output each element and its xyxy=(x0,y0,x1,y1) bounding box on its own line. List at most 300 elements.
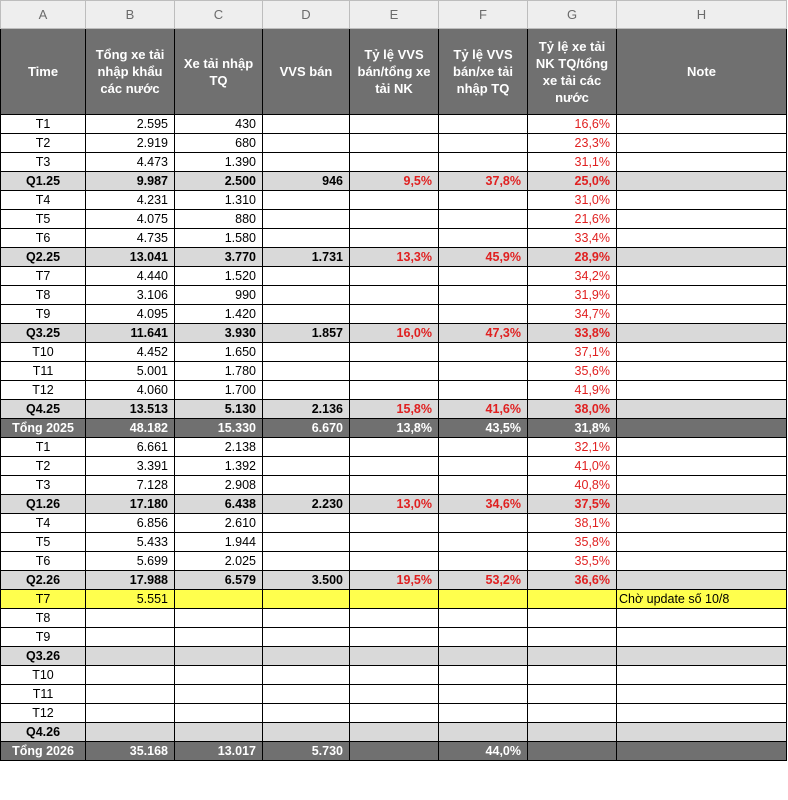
cell-vvs-sold[interactable] xyxy=(263,723,350,742)
cell-total-imports[interactable]: 5.551 xyxy=(86,590,175,609)
cell-note[interactable] xyxy=(617,115,787,134)
cell-vvs-vs-china[interactable] xyxy=(439,476,528,495)
cell-time[interactable]: T11 xyxy=(1,362,86,381)
header-vvs-vs-total[interactable]: Tỷ lệ VVS bán/tổng xe tải NK xyxy=(350,29,439,115)
cell-vvs-vs-total[interactable] xyxy=(350,153,439,172)
cell-time[interactable]: T8 xyxy=(1,286,86,305)
cell-china-imports[interactable]: 1.520 xyxy=(175,267,263,286)
cell-note[interactable] xyxy=(617,400,787,419)
cell-vvs-sold[interactable]: 1.731 xyxy=(263,248,350,267)
cell-total-imports[interactable]: 4.452 xyxy=(86,343,175,362)
quarter-row xyxy=(1,647,787,666)
cell-note[interactable] xyxy=(617,438,787,457)
cell-vvs-sold[interactable]: 2.136 xyxy=(263,400,350,419)
header-total-imports[interactable]: Tổng xe tải nhập khẩu các nước xyxy=(86,29,175,115)
cell-china-imports[interactable]: 880 xyxy=(175,210,263,229)
cell-china-imports[interactable] xyxy=(175,628,263,647)
cell-vvs-vs-total[interactable] xyxy=(350,362,439,381)
cell-vvs-vs-total[interactable] xyxy=(350,115,439,134)
column-letter-b[interactable]: B xyxy=(86,1,175,29)
cell-china-imports[interactable]: 5.130 xyxy=(175,400,263,419)
cell-vvs-sold[interactable] xyxy=(263,305,350,324)
cell-vvs-vs-china[interactable]: 37,8% xyxy=(439,172,528,191)
cell-china-share[interactable]: 31,1% xyxy=(528,153,617,172)
cell-china-imports[interactable]: 3.930 xyxy=(175,324,263,343)
cell-vvs-vs-china[interactable] xyxy=(439,343,528,362)
cell-china-share[interactable]: 41,9% xyxy=(528,381,617,400)
table-row xyxy=(1,438,787,457)
cell-vvs-vs-china[interactable] xyxy=(439,267,528,286)
cell-vvs-sold[interactable]: 5.730 xyxy=(263,742,350,761)
cell-total-imports[interactable] xyxy=(86,666,175,685)
cell-note[interactable] xyxy=(617,191,787,210)
cell-china-imports[interactable]: 2.610 xyxy=(175,514,263,533)
cell-vvs-sold[interactable] xyxy=(263,476,350,495)
cell-note[interactable] xyxy=(617,419,787,438)
cell-time[interactable]: T1 xyxy=(1,438,86,457)
cell-china-imports[interactable]: 2.138 xyxy=(175,438,263,457)
cell-china-share[interactable]: 33,4% xyxy=(528,229,617,248)
cell-total-imports[interactable]: 4.440 xyxy=(86,267,175,286)
header-china-share[interactable]: Tỷ lệ xe tải NK TQ/tổng xe tải các nước xyxy=(528,29,617,115)
cell-note[interactable] xyxy=(617,666,787,685)
cell-vvs-vs-total[interactable] xyxy=(350,742,439,761)
cell-time[interactable]: Q1.26 xyxy=(1,495,86,514)
cell-total-imports[interactable]: 3.106 xyxy=(86,286,175,305)
cell-total-imports[interactable]: 2.595 xyxy=(86,115,175,134)
cell-vvs-vs-china[interactable] xyxy=(439,666,528,685)
cell-total-imports[interactable]: 11.641 xyxy=(86,324,175,343)
column-letter-row xyxy=(1,1,787,29)
cell-total-imports[interactable] xyxy=(86,647,175,666)
cell-china-share[interactable]: 23,3% xyxy=(528,134,617,153)
cell-vvs-sold[interactable] xyxy=(263,438,350,457)
column-letter-h[interactable]: H xyxy=(617,1,787,29)
cell-vvs-vs-total[interactable]: 13,8% xyxy=(350,419,439,438)
cell-vvs-vs-china[interactable] xyxy=(439,115,528,134)
cell-vvs-sold[interactable] xyxy=(263,191,350,210)
cell-china-imports[interactable]: 13.017 xyxy=(175,742,263,761)
cell-time[interactable]: Q2.26 xyxy=(1,571,86,590)
cell-note[interactable] xyxy=(617,210,787,229)
cell-vvs-vs-china[interactable] xyxy=(439,457,528,476)
cell-time[interactable]: Q4.25 xyxy=(1,400,86,419)
quarter-row xyxy=(1,723,787,742)
cell-vvs-sold[interactable] xyxy=(263,590,350,609)
cell-note[interactable] xyxy=(617,248,787,267)
cell-vvs-vs-china[interactable] xyxy=(439,514,528,533)
cell-time[interactable]: T9 xyxy=(1,628,86,647)
cell-china-imports[interactable]: 430 xyxy=(175,115,263,134)
cell-china-imports[interactable]: 1.390 xyxy=(175,153,263,172)
cell-note[interactable] xyxy=(617,723,787,742)
cell-vvs-vs-china[interactable] xyxy=(439,628,528,647)
table-row xyxy=(1,552,787,571)
cell-note[interactable] xyxy=(617,229,787,248)
cell-vvs-vs-total[interactable] xyxy=(350,533,439,552)
cell-vvs-vs-china[interactable] xyxy=(439,134,528,153)
cell-vvs-vs-total[interactable] xyxy=(350,305,439,324)
cell-time[interactable]: T9 xyxy=(1,305,86,324)
header-china-imports[interactable]: Xe tải nhập TQ xyxy=(175,29,263,115)
cell-china-share[interactable]: 31,9% xyxy=(528,286,617,305)
cell-china-share[interactable]: 32,1% xyxy=(528,438,617,457)
cell-china-share[interactable] xyxy=(528,704,617,723)
cell-note[interactable] xyxy=(617,153,787,172)
cell-china-share[interactable]: 40,8% xyxy=(528,476,617,495)
cell-china-share[interactable] xyxy=(528,742,617,761)
cell-vvs-vs-total[interactable]: 13,0% xyxy=(350,495,439,514)
cell-china-share[interactable]: 21,6% xyxy=(528,210,617,229)
cell-total-imports[interactable]: 4.060 xyxy=(86,381,175,400)
cell-china-share[interactable]: 37,5% xyxy=(528,495,617,514)
cell-total-imports[interactable] xyxy=(86,628,175,647)
cell-vvs-sold[interactable] xyxy=(263,134,350,153)
cell-note[interactable] xyxy=(617,552,787,571)
cell-note[interactable] xyxy=(617,647,787,666)
cell-vvs-vs-total[interactable] xyxy=(350,628,439,647)
cell-china-imports[interactable]: 1.310 xyxy=(175,191,263,210)
cell-time[interactable]: T4 xyxy=(1,514,86,533)
cell-china-imports[interactable]: 2.025 xyxy=(175,552,263,571)
cell-time[interactable]: T1 xyxy=(1,115,86,134)
cell-vvs-vs-total[interactable] xyxy=(350,381,439,400)
cell-china-share[interactable]: 38,0% xyxy=(528,400,617,419)
cell-total-imports[interactable]: 4.231 xyxy=(86,191,175,210)
cell-vvs-sold[interactable] xyxy=(263,552,350,571)
header-vvs-sold[interactable]: VVS bán xyxy=(263,29,350,115)
cell-china-share[interactable]: 35,5% xyxy=(528,552,617,571)
cell-vvs-sold[interactable] xyxy=(263,286,350,305)
cell-time[interactable]: T10 xyxy=(1,666,86,685)
cell-china-imports[interactable]: 1.650 xyxy=(175,343,263,362)
cell-vvs-sold[interactable] xyxy=(263,609,350,628)
cell-china-share[interactable]: 35,6% xyxy=(528,362,617,381)
cell-vvs-vs-china[interactable] xyxy=(439,533,528,552)
cell-vvs-vs-china[interactable] xyxy=(439,647,528,666)
cell-china-imports[interactable]: 1.780 xyxy=(175,362,263,381)
cell-note[interactable] xyxy=(617,134,787,153)
cell-vvs-sold[interactable] xyxy=(263,229,350,248)
cell-time[interactable]: T5 xyxy=(1,210,86,229)
cell-time[interactable]: Tổng 2025 xyxy=(1,419,86,438)
cell-china-imports[interactable]: 6.579 xyxy=(175,571,263,590)
cell-china-imports[interactable]: 680 xyxy=(175,134,263,153)
cell-vvs-sold[interactable] xyxy=(263,533,350,552)
cell-total-imports[interactable] xyxy=(86,685,175,704)
cell-total-imports[interactable]: 4.075 xyxy=(86,210,175,229)
cell-vvs-vs-total[interactable] xyxy=(350,704,439,723)
cell-vvs-sold[interactable] xyxy=(263,362,350,381)
cell-total-imports[interactable] xyxy=(86,609,175,628)
cell-vvs-vs-total[interactable] xyxy=(350,210,439,229)
cell-vvs-vs-total[interactable] xyxy=(350,514,439,533)
table-row xyxy=(1,229,787,248)
cell-vvs-vs-china[interactable] xyxy=(439,305,528,324)
cell-vvs-vs-total[interactable]: 19,5% xyxy=(350,571,439,590)
cell-vvs-sold[interactable] xyxy=(263,666,350,685)
cell-china-imports[interactable] xyxy=(175,685,263,704)
cell-time[interactable]: Q3.26 xyxy=(1,647,86,666)
cell-total-imports[interactable]: 35.168 xyxy=(86,742,175,761)
cell-note[interactable] xyxy=(617,286,787,305)
cell-china-share[interactable]: 33,8% xyxy=(528,324,617,343)
cell-time[interactable]: T3 xyxy=(1,476,86,495)
table-row xyxy=(1,704,787,723)
cell-china-share[interactable]: 38,1% xyxy=(528,514,617,533)
cell-total-imports[interactable]: 2.919 xyxy=(86,134,175,153)
cell-time[interactable]: T10 xyxy=(1,343,86,362)
cell-vvs-vs-china[interactable] xyxy=(439,153,528,172)
quarter-row xyxy=(1,324,787,343)
cell-vvs-vs-china[interactable] xyxy=(439,590,528,609)
cell-time[interactable]: T8 xyxy=(1,609,86,628)
cell-total-imports[interactable]: 4.735 xyxy=(86,229,175,248)
cell-vvs-sold[interactable] xyxy=(263,647,350,666)
cell-vvs-vs-total[interactable] xyxy=(350,286,439,305)
cell-total-imports[interactable]: 4.095 xyxy=(86,305,175,324)
cell-total-imports[interactable] xyxy=(86,704,175,723)
cell-vvs-sold[interactable] xyxy=(263,704,350,723)
cell-vvs-vs-china[interactable]: 44,0% xyxy=(439,742,528,761)
column-letter-a[interactable]: A xyxy=(1,1,86,29)
cell-vvs-vs-china[interactable] xyxy=(439,210,528,229)
cell-total-imports[interactable]: 3.391 xyxy=(86,457,175,476)
cell-vvs-vs-total[interactable] xyxy=(350,666,439,685)
cell-note[interactable] xyxy=(617,495,787,514)
cell-note[interactable] xyxy=(617,362,787,381)
cell-vvs-sold[interactable]: 6.670 xyxy=(263,419,350,438)
cell-total-imports[interactable]: 5.699 xyxy=(86,552,175,571)
cell-time[interactable]: Q1.25 xyxy=(1,172,86,191)
cell-time[interactable]: Q3.25 xyxy=(1,324,86,343)
cell-vvs-sold[interactable] xyxy=(263,457,350,476)
cell-china-share[interactable]: 35,8% xyxy=(528,533,617,552)
header-vvs-vs-china[interactable]: Tỷ lệ VVS bán/xe tải nhập TQ xyxy=(439,29,528,115)
cell-china-imports[interactable]: 1.392 xyxy=(175,457,263,476)
cell-vvs-vs-china[interactable] xyxy=(439,362,528,381)
header-time[interactable]: Time xyxy=(1,29,86,115)
cell-time[interactable]: T2 xyxy=(1,134,86,153)
cell-china-share[interactable]: 16,6% xyxy=(528,115,617,134)
table-row xyxy=(1,381,787,400)
cell-vvs-vs-china[interactable] xyxy=(439,723,528,742)
cell-china-share[interactable] xyxy=(528,609,617,628)
cell-note[interactable] xyxy=(617,324,787,343)
cell-vvs-vs-total[interactable]: 15,8% xyxy=(350,400,439,419)
cell-vvs-vs-total[interactable] xyxy=(350,552,439,571)
cell-china-imports[interactable]: 990 xyxy=(175,286,263,305)
cell-vvs-sold[interactable] xyxy=(263,267,350,286)
column-letter-d[interactable]: D xyxy=(263,1,350,29)
cell-china-imports[interactable]: 1.420 xyxy=(175,305,263,324)
cell-vvs-vs-total[interactable] xyxy=(350,685,439,704)
cell-vvs-sold[interactable] xyxy=(263,115,350,134)
cell-china-imports[interactable] xyxy=(175,609,263,628)
cell-china-share[interactable]: 34,2% xyxy=(528,267,617,286)
cell-time[interactable]: Q2.25 xyxy=(1,248,86,267)
cell-china-share[interactable]: 31,0% xyxy=(528,191,617,210)
cell-china-share[interactable] xyxy=(528,628,617,647)
cell-time[interactable]: T7 xyxy=(1,590,86,609)
cell-vvs-vs-total[interactable]: 13,3% xyxy=(350,248,439,267)
cell-china-imports[interactable] xyxy=(175,723,263,742)
cell-china-share[interactable] xyxy=(528,647,617,666)
quarter-row xyxy=(1,248,787,267)
cell-china-imports[interactable] xyxy=(175,704,263,723)
cell-vvs-sold[interactable]: 3.500 xyxy=(263,571,350,590)
cell-note[interactable] xyxy=(617,514,787,533)
cell-vvs-vs-total[interactable] xyxy=(350,134,439,153)
cell-note[interactable] xyxy=(617,742,787,761)
cell-vvs-vs-china[interactable]: 45,9% xyxy=(439,248,528,267)
cell-time[interactable]: T11 xyxy=(1,685,86,704)
cell-vvs-vs-total[interactable] xyxy=(350,590,439,609)
cell-vvs-sold[interactable] xyxy=(263,685,350,704)
cell-note[interactable] xyxy=(617,305,787,324)
cell-time[interactable]: T7 xyxy=(1,267,86,286)
cell-vvs-vs-china[interactable]: 53,2% xyxy=(439,571,528,590)
cell-vvs-vs-china[interactable] xyxy=(439,438,528,457)
cell-total-imports[interactable]: 5.433 xyxy=(86,533,175,552)
cell-note[interactable] xyxy=(617,571,787,590)
cell-china-imports[interactable]: 6.438 xyxy=(175,495,263,514)
cell-vvs-sold[interactable] xyxy=(263,210,350,229)
cell-vvs-vs-total[interactable] xyxy=(350,343,439,362)
cell-time[interactable]: T6 xyxy=(1,552,86,571)
cell-note[interactable] xyxy=(617,533,787,552)
cell-vvs-vs-total[interactable]: 9,5% xyxy=(350,172,439,191)
cell-vvs-vs-total[interactable] xyxy=(350,476,439,495)
cell-vvs-vs-china[interactable] xyxy=(439,704,528,723)
cell-note[interactable] xyxy=(617,457,787,476)
cell-china-share[interactable]: 34,7% xyxy=(528,305,617,324)
cell-vvs-vs-total[interactable] xyxy=(350,438,439,457)
cell-total-imports[interactable]: 17.988 xyxy=(86,571,175,590)
cell-china-share[interactable]: 36,6% xyxy=(528,571,617,590)
cell-note[interactable] xyxy=(617,343,787,362)
cell-vvs-vs-total[interactable] xyxy=(350,229,439,248)
cell-china-imports[interactable]: 3.770 xyxy=(175,248,263,267)
cell-note[interactable] xyxy=(617,609,787,628)
cell-china-imports[interactable] xyxy=(175,590,263,609)
cell-vvs-vs-total[interactable] xyxy=(350,267,439,286)
cell-vvs-sold[interactable] xyxy=(263,381,350,400)
cell-vvs-vs-china[interactable] xyxy=(439,685,528,704)
cell-note[interactable] xyxy=(617,685,787,704)
cell-total-imports[interactable]: 6.661 xyxy=(86,438,175,457)
cell-vvs-vs-china[interactable] xyxy=(439,552,528,571)
cell-vvs-sold[interactable] xyxy=(263,628,350,647)
cell-vvs-vs-china[interactable]: 43,5% xyxy=(439,419,528,438)
cell-note[interactable] xyxy=(617,476,787,495)
cell-note[interactable] xyxy=(617,628,787,647)
cell-time[interactable]: T12 xyxy=(1,704,86,723)
cell-note[interactable] xyxy=(617,267,787,286)
cell-total-imports[interactable]: 4.473 xyxy=(86,153,175,172)
cell-china-share[interactable] xyxy=(528,666,617,685)
cell-china-share[interactable] xyxy=(528,723,617,742)
table-row xyxy=(1,514,787,533)
cell-vvs-vs-china[interactable] xyxy=(439,191,528,210)
cell-vvs-vs-china[interactable] xyxy=(439,609,528,628)
cell-vvs-sold[interactable] xyxy=(263,514,350,533)
cell-time[interactable]: T3 xyxy=(1,153,86,172)
cell-vvs-vs-total[interactable] xyxy=(350,457,439,476)
cell-china-share[interactable]: 31,8% xyxy=(528,419,617,438)
cell-total-imports[interactable]: 17.180 xyxy=(86,495,175,514)
cell-china-imports[interactable]: 1.700 xyxy=(175,381,263,400)
cell-time[interactable]: T5 xyxy=(1,533,86,552)
cell-total-imports[interactable]: 48.182 xyxy=(86,419,175,438)
cell-china-share[interactable]: 28,9% xyxy=(528,248,617,267)
cell-vvs-vs-china[interactable]: 47,3% xyxy=(439,324,528,343)
cell-time[interactable]: T4 xyxy=(1,191,86,210)
cell-vvs-vs-china[interactable] xyxy=(439,286,528,305)
cell-vvs-vs-china[interactable]: 34,6% xyxy=(439,495,528,514)
cell-time[interactable]: Q4.26 xyxy=(1,723,86,742)
cell-vvs-sold[interactable]: 946 xyxy=(263,172,350,191)
cell-vvs-vs-total[interactable]: 16,0% xyxy=(350,324,439,343)
cell-china-share[interactable] xyxy=(528,685,617,704)
cell-total-imports[interactable]: 5.001 xyxy=(86,362,175,381)
cell-vvs-vs-china[interactable] xyxy=(439,229,528,248)
cell-vvs-vs-china[interactable] xyxy=(439,381,528,400)
cell-note[interactable] xyxy=(617,381,787,400)
cell-time[interactable]: T2 xyxy=(1,457,86,476)
cell-vvs-vs-total[interactable] xyxy=(350,723,439,742)
cell-vvs-sold[interactable] xyxy=(263,343,350,362)
cell-china-share[interactable]: 41,0% xyxy=(528,457,617,476)
cell-china-imports[interactable]: 2.908 xyxy=(175,476,263,495)
cell-note[interactable] xyxy=(617,704,787,723)
cell-china-share[interactable]: 25,0% xyxy=(528,172,617,191)
cell-vvs-sold[interactable] xyxy=(263,153,350,172)
cell-vvs-vs-china[interactable]: 41,6% xyxy=(439,400,528,419)
table-row xyxy=(1,533,787,552)
cell-time[interactable]: T6 xyxy=(1,229,86,248)
column-letter-g[interactable]: G xyxy=(528,1,617,29)
cell-vvs-vs-total[interactable] xyxy=(350,609,439,628)
cell-note[interactable] xyxy=(617,172,787,191)
cell-total-imports[interactable] xyxy=(86,723,175,742)
cell-china-share[interactable] xyxy=(528,590,617,609)
cell-vvs-vs-total[interactable] xyxy=(350,647,439,666)
cell-china-imports[interactable]: 1.580 xyxy=(175,229,263,248)
cell-time[interactable]: Tổng 2026 xyxy=(1,742,86,761)
cell-vvs-vs-total[interactable] xyxy=(350,191,439,210)
column-letter-c[interactable]: C xyxy=(175,1,263,29)
cell-china-share[interactable]: 37,1% xyxy=(528,343,617,362)
cell-total-imports[interactable]: 7.128 xyxy=(86,476,175,495)
cell-total-imports[interactable]: 13.041 xyxy=(86,248,175,267)
cell-china-imports[interactable]: 2.500 xyxy=(175,172,263,191)
header-note[interactable]: Note xyxy=(617,29,787,115)
column-letter-f[interactable]: F xyxy=(439,1,528,29)
column-letter-e[interactable]: E xyxy=(350,1,439,29)
cell-time[interactable]: T12 xyxy=(1,381,86,400)
cell-china-imports[interactable]: 1.944 xyxy=(175,533,263,552)
cell-china-imports[interactable] xyxy=(175,666,263,685)
cell-china-imports[interactable] xyxy=(175,647,263,666)
cell-vvs-sold[interactable]: 1.857 xyxy=(263,324,350,343)
cell-total-imports[interactable]: 6.856 xyxy=(86,514,175,533)
cell-china-imports[interactable]: 15.330 xyxy=(175,419,263,438)
cell-total-imports[interactable]: 9.987 xyxy=(86,172,175,191)
cell-vvs-sold[interactable]: 2.230 xyxy=(263,495,350,514)
cell-note[interactable]: Chờ update số 10/8 xyxy=(617,590,787,609)
cell-total-imports[interactable]: 13.513 xyxy=(86,400,175,419)
